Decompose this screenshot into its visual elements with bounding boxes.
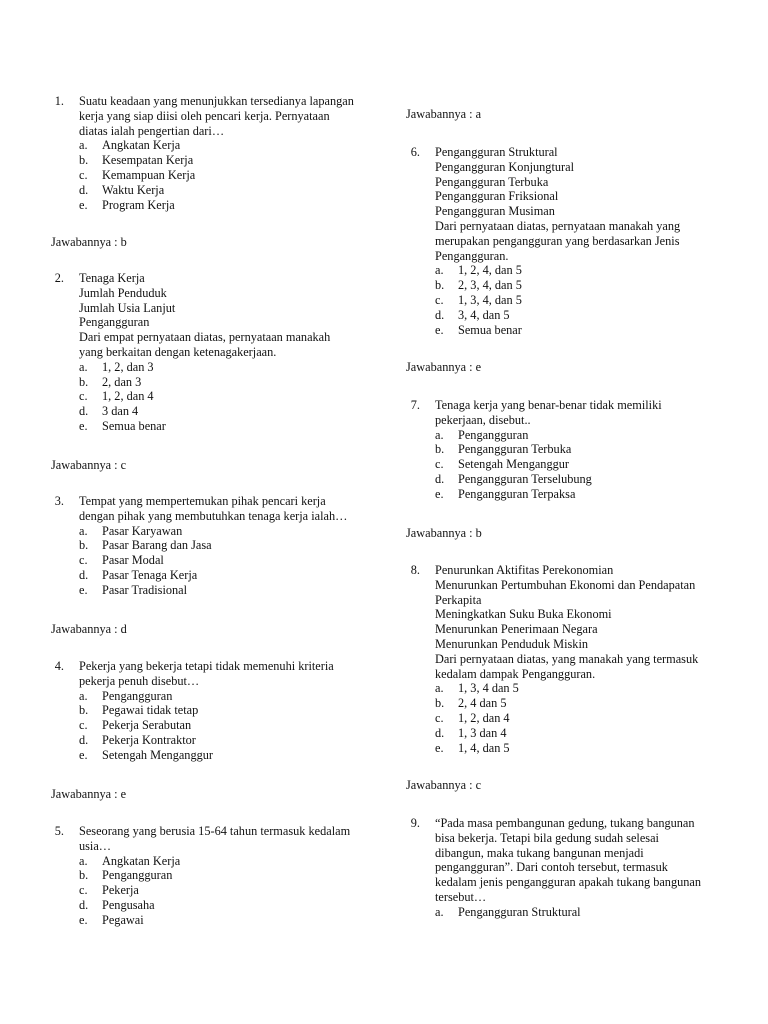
question-number: 1. xyxy=(54,94,64,108)
option-c: c. Kemampuan Kerja xyxy=(79,167,196,182)
question-line: Menurunkan Penerimaan Negara xyxy=(435,622,598,637)
question-line: Pengangguran xyxy=(79,315,150,330)
option-e: e. Pasar Tradisional xyxy=(79,582,188,597)
question-line: Jumlah Usia Lanjut xyxy=(79,300,176,315)
question-line: kerja yang siap diisi oleh pencari kerja. Pernyataan xyxy=(79,108,330,123)
answer-8: Jawabannya : c xyxy=(406,778,482,792)
question-line: yang berkaitan dengan ketenagakerjaan. xyxy=(79,344,277,359)
option-d: d. Waktu Kerja xyxy=(79,182,165,197)
option-e: e. Pegawai xyxy=(79,912,144,927)
question-number: 3. xyxy=(54,494,64,508)
question-number: 9. xyxy=(410,816,420,830)
option-b: b. 2, dan 3 xyxy=(79,374,142,389)
answer-top: Jawabannya : a xyxy=(406,107,482,121)
option-e: e. 1, 4, dan 5 xyxy=(435,740,510,755)
option-a: a. 1, 3, 4 dan 5 xyxy=(435,681,519,696)
option-b: b. Pengangguran Terbuka xyxy=(435,442,572,457)
option-d: d. 3, 4, dan 5 xyxy=(435,307,510,322)
question-line: usia… xyxy=(79,838,112,853)
option-b: b. 2, 3, 4, dan 5 xyxy=(435,278,522,293)
option-d: d. Pekerja Kontraktor xyxy=(79,732,196,747)
question-line: Pengangguran Struktural xyxy=(435,145,558,159)
option-e: e. Program Kerja xyxy=(79,197,175,212)
question-line: bisa bekerja. Tetapi bila gedung sudah selesai xyxy=(435,830,659,845)
option-c: c. Pekerja xyxy=(79,883,139,898)
question-number: 4. xyxy=(54,659,64,673)
option-c: c. 1, 2, dan 4 xyxy=(79,389,154,404)
question-text xyxy=(79,824,350,928)
question-text xyxy=(435,816,701,920)
question-line: Jumlah Penduduk xyxy=(79,285,167,300)
option-a: a. Pengangguran xyxy=(79,688,173,703)
option-c: c. Pasar Modal xyxy=(79,553,164,568)
option-a: a. Pasar Karyawan xyxy=(79,523,183,538)
option-e: e. Pengangguran Terpaksa xyxy=(435,486,576,501)
question-text xyxy=(79,271,330,434)
question-line: Penurunkan Aktifitas Perekonomian xyxy=(435,563,614,577)
question-line: Menurunkan Pertumbuhan Ekonomi dan Pendapatan xyxy=(435,577,696,592)
question-line: Menurunkan Penduduk Miskin xyxy=(435,636,589,651)
question-line: pekerjaan, disebut.. xyxy=(435,412,531,427)
question-line: Pengangguran Konjungtural xyxy=(435,159,574,174)
question-line: diatas ialah pengertian dari… xyxy=(79,123,225,138)
question-line: Pengangguran. xyxy=(435,248,509,263)
question-line: “Pada masa pembangunan gedung, tukang bangunan xyxy=(435,816,695,830)
answer-2: Jawabannya : c xyxy=(51,458,127,472)
question-text xyxy=(79,94,354,212)
option-d: d. 3 dan 4 xyxy=(79,404,139,419)
option-a: a. Angkatan Kerja xyxy=(79,853,181,868)
option-c: c. Setengah Menganggur xyxy=(435,457,569,472)
option-c: c. 1, 2, dan 4 xyxy=(435,710,510,725)
question-line: Perkapita xyxy=(435,592,482,607)
question-line: Tenaga kerja yang benar-benar tidak memiliki xyxy=(435,398,662,412)
option-d: d. 1, 3 dan 4 xyxy=(435,725,507,740)
answer-6: Jawabannya : e xyxy=(406,360,482,374)
question-line: Dari pernyataan diatas, pernyataan manakah yang xyxy=(435,218,681,233)
question-number: 7. xyxy=(410,398,420,412)
answer-4: Jawabannya : e xyxy=(51,787,127,801)
question-line: Meningkatkan Suku Buka Ekonomi xyxy=(435,607,612,622)
question-line: Pengangguran Friksional xyxy=(435,189,559,204)
option-d: d. Pasar Tenaga Kerja xyxy=(79,567,198,582)
question-line: pengangguran”. Dari contoh tersebut, termasuk xyxy=(435,860,668,875)
question-line: Dari empat pernyataan diatas, pernyataan manakah xyxy=(79,330,331,345)
option-b: b. Pasar Barang dan Jasa xyxy=(79,538,212,553)
question-line: dibangun, maka tukang bangunan menjadi xyxy=(435,845,644,860)
question-line: tersebut… xyxy=(435,889,487,904)
option-e: e. Semua benar xyxy=(435,322,522,337)
question-line: merupakan pengangguran yang berdasarkan Jenis xyxy=(435,233,680,248)
option-a: a. Pengangguran Struktural xyxy=(435,904,581,919)
answer-7: Jawabannya : b xyxy=(406,526,482,540)
question-line: kedalam dampak Pengangguran. xyxy=(435,666,596,681)
option-d: d. Pengusaha xyxy=(79,897,155,912)
question-text xyxy=(435,145,680,337)
question-line: Pengangguran Musiman xyxy=(435,204,555,219)
question-number: 5. xyxy=(54,824,64,838)
answer-1: Jawabannya : b xyxy=(51,235,127,249)
answer-3: Jawabannya : d xyxy=(51,622,127,636)
question-text xyxy=(435,398,662,502)
option-a: a. 1, 2, 4, dan 5 xyxy=(435,263,522,278)
question-line: Dari pernyataan diatas, yang manakah yang termasuk xyxy=(435,651,699,666)
option-b: b. Kesempatan Kerja xyxy=(79,153,194,168)
question-line: dengan pihak yang membutuhkan tenaga kerja ialah… xyxy=(79,508,348,523)
option-c: c. Pekerja Serabutan xyxy=(79,718,192,733)
option-b: b. 2, 4 dan 5 xyxy=(435,696,507,711)
question-number: 6. xyxy=(410,145,420,159)
question-text xyxy=(435,563,698,755)
question-line: Suatu keadaan yang menunjukkan tersedianya lapangan xyxy=(79,94,354,108)
question-line: Tenaga Kerja xyxy=(79,271,145,285)
question-line: Pengangguran Terbuka xyxy=(435,174,549,189)
question-line: pekerja penuh disebut… xyxy=(79,673,200,688)
question-line: Pekerja yang bekerja tetapi tidak memenuhi kriteria xyxy=(79,659,334,673)
question-line: Tempat yang mempertemukan pihak pencari kerja xyxy=(79,494,326,508)
question-text xyxy=(79,494,347,598)
option-b: b. Pegawai tidak tetap xyxy=(79,703,199,718)
question-line: Seseorang yang berusia 15-64 tahun termasuk kedalam xyxy=(79,824,351,838)
option-e: e. Setengah Menganggur xyxy=(79,747,213,762)
question-text xyxy=(79,659,334,763)
question-number: 2. xyxy=(54,271,64,285)
option-e: e. Semua benar xyxy=(79,418,166,433)
option-c: c. 1, 3, 4, dan 5 xyxy=(435,292,522,307)
option-b: b. Pengangguran xyxy=(79,868,173,883)
option-a: a. Pengangguran xyxy=(435,427,529,442)
option-a: a. Angkatan Kerja xyxy=(79,138,181,153)
option-d: d. Pengangguran Terselubung xyxy=(435,471,592,486)
option-a: a. 1, 2, dan 3 xyxy=(79,359,154,374)
question-number: 8. xyxy=(410,563,420,577)
question-line: kedalam jenis pengangguran apakah tukang bangunan xyxy=(435,875,701,890)
